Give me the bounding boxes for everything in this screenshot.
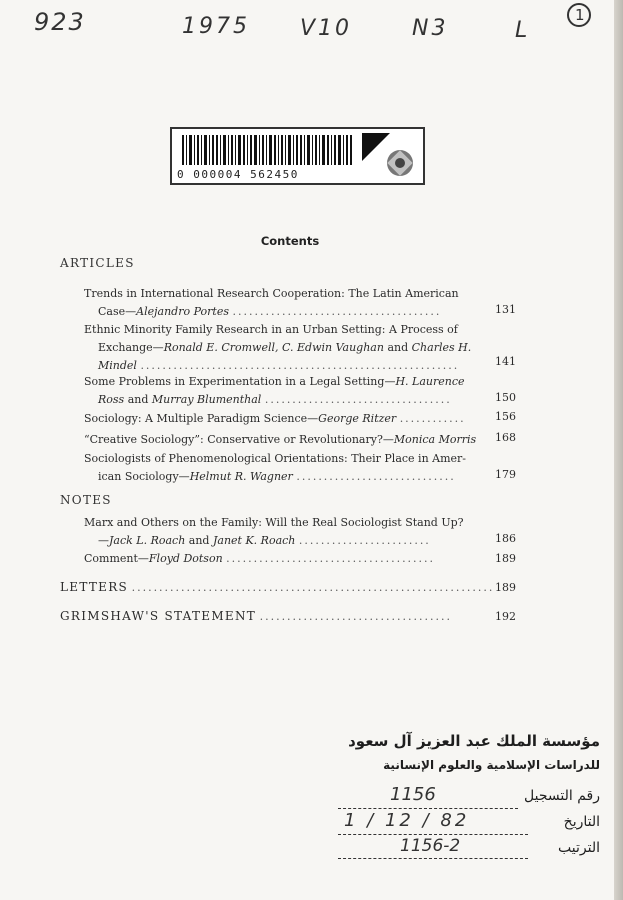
toc-entry: Some Problems in Experimentation in a Legal Setting—H. Laurence Ross and Murray Blumenthal .................................. (84, 375, 465, 406)
library-stamp (330, 730, 600, 870)
toc-entry-letters: LETTERS .................................................................. (60, 580, 495, 594)
barcode-number: 0 000004 562450 (177, 168, 299, 181)
toc-entry: Ethnic Minority Family Research in an Urban Setting: A Process of Exchange—Ronald E. Cromwell, C. Edwin Vaughan and Charles H. Mindel .......................................................... (84, 323, 472, 372)
toc-entry: Comment—Floyd Dotson ...................................... (84, 552, 436, 565)
stamp-subtitle: للدراسات الإسلامية والعلوم الإنسانية (383, 758, 600, 772)
handwritten-call-number: 923 (34, 8, 86, 36)
page-number: 156 (495, 410, 516, 423)
handwritten-volume: V10 (300, 16, 353, 41)
stamp-date-value: 1 / 12 / 82 (344, 810, 470, 831)
stamp-title: مؤسسة الملك عبد العزيز آل سعود (348, 732, 600, 750)
handwritten-extra: L (515, 18, 528, 43)
page-number: 179 (495, 468, 516, 481)
toc-entry-grimshaw: GRIMSHAW'S STATEMENT ................................... (60, 609, 452, 623)
page-number: 168 (495, 431, 516, 444)
page-number: 192 (495, 610, 516, 623)
toc-entry: Sociology: A Multiple Paradigm Science—George Ritzer ............ (84, 412, 466, 425)
handwritten-circle: 1 (567, 3, 591, 27)
toc-entry: “Creative Sociology”: Conservative or Revolutionary?—Monica Morris (84, 433, 477, 446)
handwritten-number: N3 (412, 16, 449, 41)
stamp-order-label: الترتيب (558, 840, 600, 856)
page-number: 141 (495, 355, 516, 368)
stamp-reg-label: رقم التسجيل (524, 788, 600, 804)
stamp-order-line (338, 858, 528, 859)
stamp-date-line (338, 834, 528, 835)
page-number: 131 (495, 303, 516, 316)
contents-heading: Contents (260, 234, 320, 248)
toc-entry: Sociologists of Phenomenological Orientations: Their Place in Amer- ican Sociology—Helmut R. Wagner ............................. (84, 452, 467, 483)
stamp-order-value: 1156-2 (400, 836, 461, 856)
page-number: 150 (495, 391, 516, 404)
section-notes: NOTES (60, 493, 112, 507)
stamp-reg-line (338, 808, 518, 809)
handwritten-year: 1975 (182, 14, 250, 39)
toc-entry: Trends in International Research Cooperation: The Latin American Case—Alejandro Portes ...................................... (84, 287, 459, 318)
library-seal-icon (360, 131, 422, 181)
page-number: 189 (495, 552, 516, 565)
page-number: 186 (495, 532, 516, 545)
toc-entry: Marx and Others on the Family: Will the Real Sociologist Stand Up? —Jack L. Roach and Janet K. Roach ........................ (84, 516, 464, 547)
page-number: 189 (495, 581, 516, 594)
section-articles: ARTICLES (60, 256, 135, 270)
page-edge (614, 0, 623, 900)
barcode-label (170, 127, 425, 185)
stamp-date-label: التاريخ (563, 814, 600, 830)
barcode-bars (182, 135, 354, 165)
stamp-reg-value: 1156 (390, 784, 436, 805)
